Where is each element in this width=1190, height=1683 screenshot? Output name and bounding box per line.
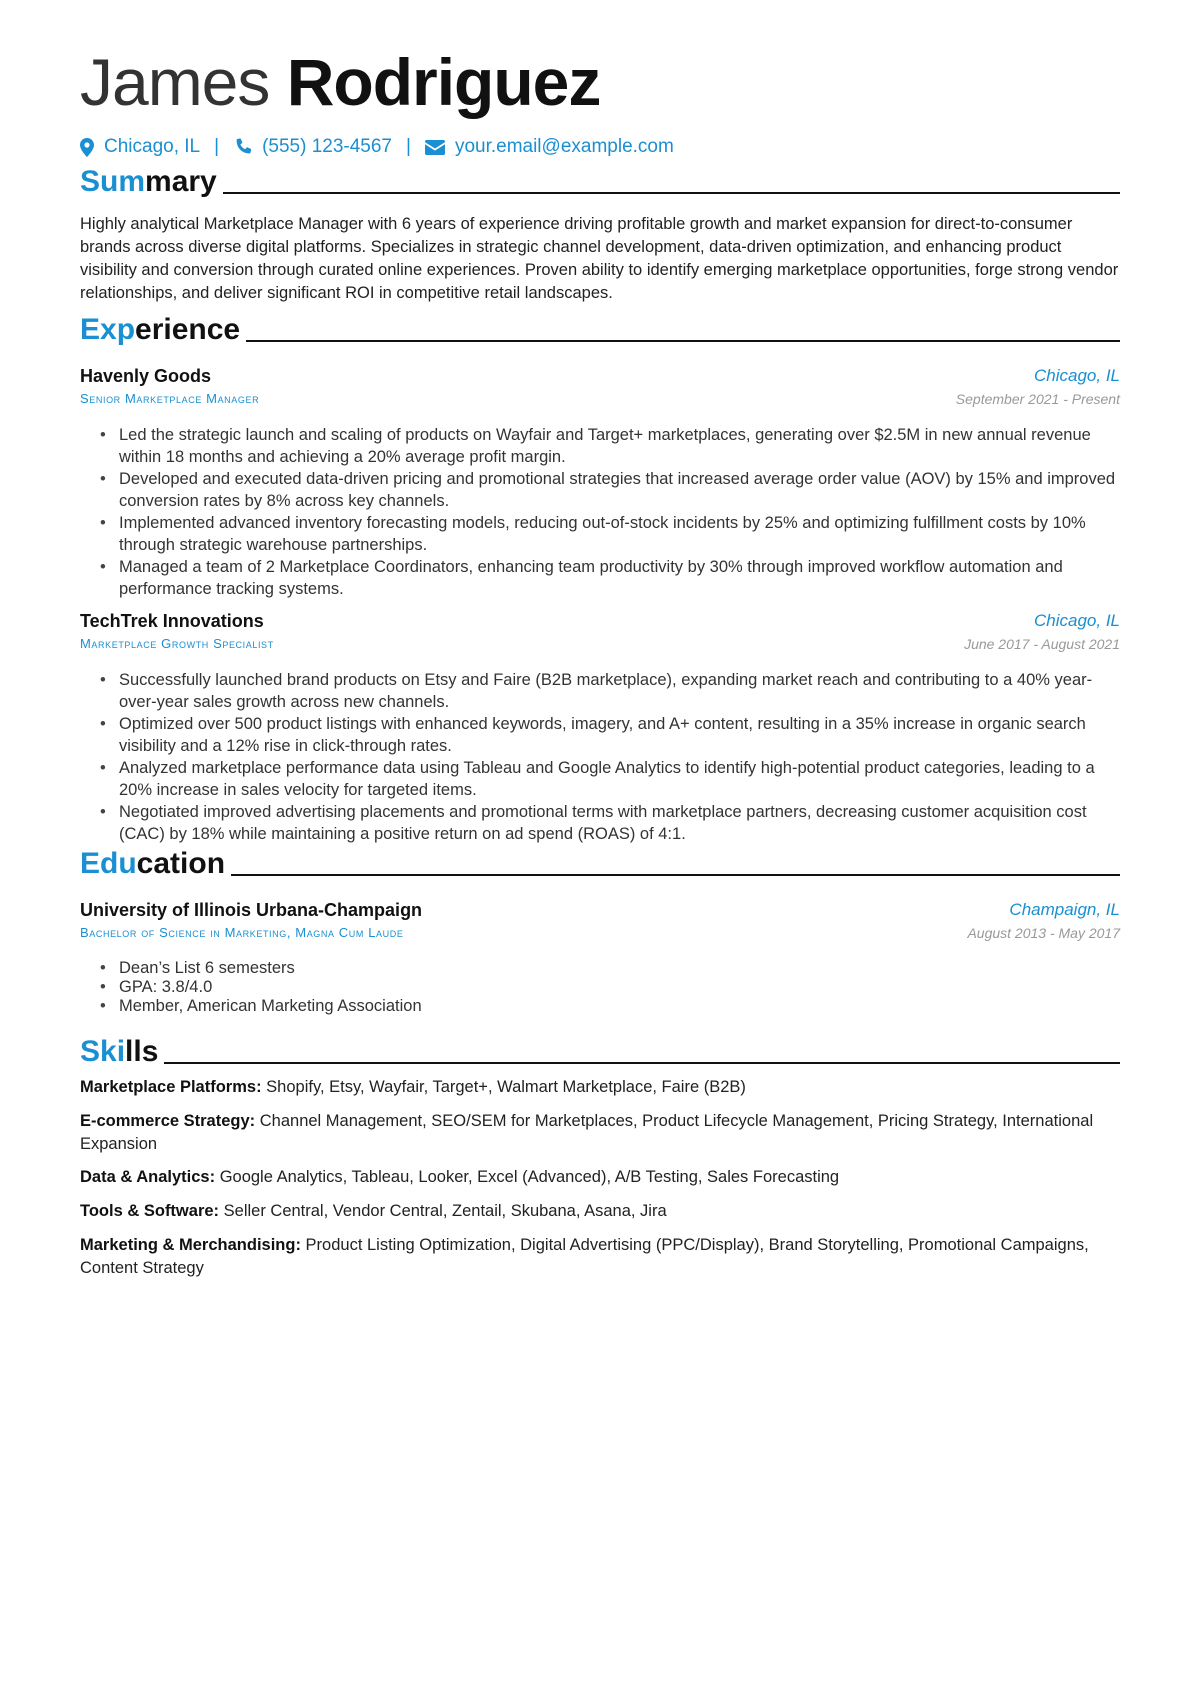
list-item: • Successfully launched brand products on Etsy and Faire (B2B marketplace), expanding market reach and contributing to a 40% year-over-year sales growth across new channels.: [100, 669, 1120, 713]
summary-heading: [80, 160, 1120, 200]
title-rest: lls: [125, 1035, 159, 1068]
phone-icon: [233, 138, 252, 157]
school-name: University of Illinois Urbana-Champaign: [80, 900, 423, 920]
job-location: Chicago, IL: [1034, 366, 1120, 385]
section-rule: [164, 1062, 1120, 1064]
skill-value: Seller Central, Vendor Central, Zentail, Skubana, Asana, Jira: [223, 1202, 667, 1220]
list-item: • Analyzed marketplace performance data using Tableau and Google Analytics to identify high-potential product categories, leading to a 20% increase in sales velocity for targeted items.: [100, 757, 1120, 801]
list-item: • Optimized over 500 product listings with enhanced keywords, imagery, and A+ content, resulting in a 35% increase in organic search visibility and a 12% rise in click-through rates.: [100, 713, 1120, 757]
education-heading: [80, 842, 1120, 882]
list-item: • Led the strategic launch and scaling of products on Wayfair and Target+ marketplaces, generating over $2.5M in new annual revenue within 18 months and achieving a 20% average profit margin.: [100, 424, 1120, 468]
education-entry-header: [80, 898, 1120, 944]
phone-text: (555) 123-4567: [262, 136, 392, 157]
contact-phone[interactable]: [233, 136, 392, 158]
skill-value: Shopify, Etsy, Wayfair, Target+, Walmart Marketplace, Faire (B2B): [266, 1078, 746, 1096]
contact-location: [80, 136, 200, 158]
first-name: James: [80, 45, 270, 119]
skill-row: [80, 1110, 1120, 1156]
skill-value: Channel Management, SEO/SEM for Marketplaces, Product Lifecycle Management, Pricing Strategy, International Expansion: [80, 1112, 1094, 1153]
skill-label: Marketing & Merchandising:: [80, 1236, 301, 1254]
skill-label: E-commerce Strategy:: [80, 1112, 256, 1130]
skill-row: [80, 1166, 1120, 1189]
job-title: Senior Marketplace Manager: [80, 391, 260, 406]
title-rest: mary: [145, 165, 217, 198]
skill-label: Marketplace Platforms:: [80, 1078, 262, 1096]
skill-value: Product Listing Optimization, Digital Advertising (PPC/Display), Brand Storytelling, Promotional Campaigns, Content Strategy: [80, 1236, 1089, 1277]
title-rest: erience: [135, 313, 241, 346]
job-location: Chicago, IL: [1034, 611, 1120, 630]
skills-heading: [80, 1030, 1120, 1070]
experience-entry-header: [80, 609, 1120, 655]
company-name: TechTrek Innovations: [80, 611, 264, 631]
skill-label: Tools & Software:: [80, 1202, 220, 1220]
section-rule: [231, 874, 1120, 876]
section-title: [80, 1034, 158, 1070]
list-item: • Developed and executed data-driven pricing and promotional strategies that increased average order value (AOV) by 15% and improved conversion rates by 8% across key channels.: [100, 468, 1120, 512]
skill-row: [80, 1200, 1120, 1223]
list-item: • Negotiated improved advertising placements and promotional terms with marketplace partners, decreasing customer acquisition cost (CAC) by 18% while maintaining a positive return on ad spend (ROAS) of 4:1.: [100, 801, 1120, 845]
location-text: Chicago, IL: [104, 136, 201, 157]
summary-text: Highly analytical Marketplace Manager with 6 years of experience driving profitable growth and market expansion for direct-to-consumer brands across diverse digital platforms. Specializes in strategic channel development, data-driven optimization, and enhancing product visibility and conversion through curated online experiences. Proven ability to identify emerging marketplace opportunities, forge strong vendor relationships, and deliver significant ROI in competitive retail landscapes.: [80, 215, 1119, 302]
title-accent: Exp: [80, 313, 136, 346]
experience-bullets: [100, 669, 1120, 845]
experience-bullets: [100, 424, 1120, 600]
skill-row: [80, 1076, 1120, 1099]
title-accent: Sum: [80, 165, 146, 198]
contact-bar: [80, 132, 674, 162]
degree-title: Bachelor of Science in Marketing, Magna Cum Laude: [80, 925, 404, 940]
title-accent: Ski: [80, 1035, 126, 1068]
map-marker-icon: [80, 138, 94, 157]
section-title: [80, 312, 240, 348]
list-item: • GPA: 3.8/4.0: [100, 978, 1120, 997]
section-title: [80, 846, 225, 882]
title-accent: Edu: [80, 847, 137, 880]
experience-heading: [80, 308, 1120, 348]
job-title: Marketplace Growth Specialist: [80, 636, 274, 651]
email-link: your.email@example.com: [454, 136, 674, 157]
skill-row: [80, 1234, 1120, 1280]
section-title: [80, 164, 217, 200]
section-rule: [246, 340, 1120, 342]
last-name: Rodriguez: [286, 45, 601, 119]
title-rest: cation: [136, 847, 226, 880]
school-location: Champaign, IL: [1009, 900, 1120, 919]
list-item: • Member, American Marketing Association: [100, 997, 1120, 1016]
list-item: • Implemented advanced inventory forecasting models, reducing out-of-stock incidents by 25% and optimizing fulfillment costs by 10% through strategic warehouse partnerships.: [100, 512, 1120, 556]
contact-separator: |: [214, 136, 220, 157]
contact-email[interactable]: [425, 136, 674, 158]
experience-entry-header: [80, 364, 1120, 410]
education-bullets: [100, 959, 1120, 1016]
job-dates: September 2021 - Present: [955, 391, 1120, 407]
job-dates: June 2017 - August 2021: [964, 636, 1120, 652]
education-dates: August 2013 - May 2017: [967, 925, 1120, 941]
company-name: Havenly Goods: [80, 366, 212, 386]
contact-separator: |: [406, 136, 411, 157]
candidate-name: [80, 40, 600, 124]
list-item: • Dean’s List 6 semesters: [100, 959, 1120, 978]
envelope-icon: [425, 140, 445, 155]
list-item: • Managed a team of 2 Marketplace Coordinators, enhancing team productivity by 30% through improved workflow automation and performance tracking systems.: [100, 556, 1120, 600]
skill-label: Data & Analytics:: [80, 1168, 216, 1186]
section-rule: [223, 192, 1120, 194]
skill-value: Google Analytics, Tableau, Looker, Excel (Advanced), A/B Testing, Sales Forecasting: [219, 1168, 840, 1186]
